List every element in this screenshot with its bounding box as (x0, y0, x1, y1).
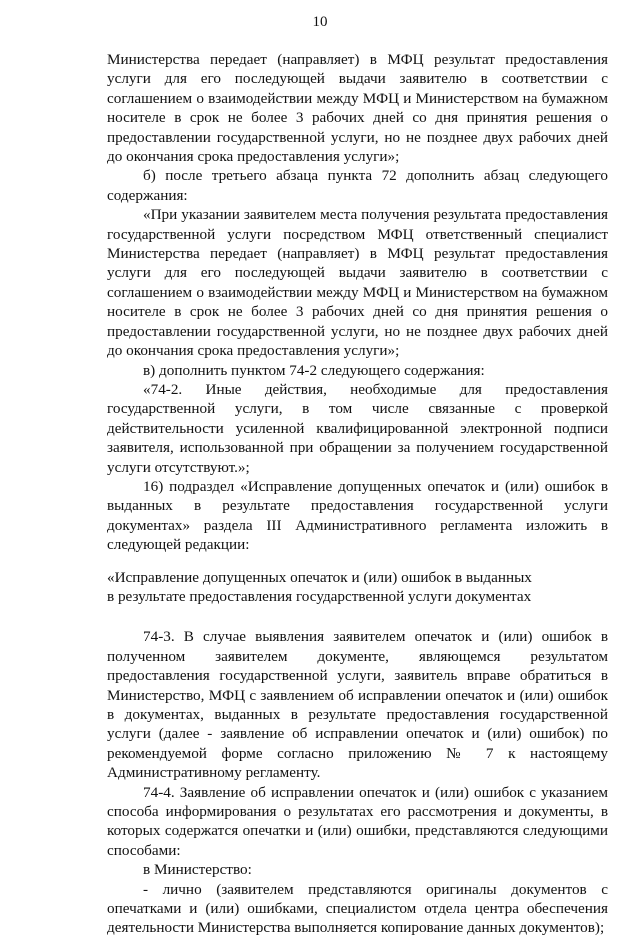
document-body (107, 50, 608, 938)
paragraph-item-b: б) после третьего абзаца пункта 72 дополнить абзац следующего содержания: (107, 167, 608, 204)
spacer (107, 606, 608, 627)
section-heading-line-2: в результате предоставления государственной услуги документах (107, 587, 532, 605)
spacer (107, 555, 608, 568)
paragraph-in-person: - лично (заявителем представляются оригиналы документов с опечатками и (или) ошибками, специалистом отдела центра обеспечения деятельности Министерства выполняется копирование данных документов); (107, 880, 608, 937)
paragraph-74-3: 74-3. В случае выявления заявителем опечаток и (или) ошибок в полученном заявителем документе, являющемся результатом предоставления государственной услуги, заявитель вправе обратиться в Министерство, МФЦ с заявлением об исправлении опечаток и (или) ошибок в документах, выданных в результате предоставления государственной услуги (далее - заявление об исправлении опечаток и (или) ошибок) по рекомендуемой форме согласно приложению № 7 к настоящему Административному регламенту. (107, 628, 608, 782)
paragraph-quoted-insert: «При указании заявителем места получения результата предоставления государственной услуги посредством МФЦ ответственный специалист Министерства передает (направляет) в МФЦ результат предоставления услуги для его последующей выдачи заявителю в соответствии с соглашением о взаимодействии между МФЦ и Министерством на бумажном носителе в срок не более 3 рабочих дней со дня принятия решения о предоставлении государственной услуги, но не позднее двух рабочих дней до окончания срока предоставления услуги»; (107, 206, 608, 360)
paragraph-74-2: «74-2. Иные действия, необходимые для предоставления государственной услуги, в том числе связанные с проверкой действительности усиленной квалифицированной электронной подписи заявителя, использованной при обращении за получением государственной услуги отсутствуют.»; (107, 380, 608, 476)
section-heading-line-1: «Исправление допущенных опечаток и (или) ошибок в выданных (107, 568, 532, 586)
paragraph-ministry: в Министерство: (143, 861, 252, 879)
paragraph-continuation: Министерства передает (направляет) в МФЦ результат предоставления услуги для его последующей выдачи заявителю в соответствии с соглашением о взаимодействии между МФЦ и Министерством на бумажном носителе в срок не более 3 рабочих дней со дня принятия решения о предоставлении государственной услуги, но не позднее двух рабочих дней до окончания срока предоставления услуги»; (107, 51, 608, 166)
paragraph-74-4: 74-4. Заявление об исправлении опечаток и (или) ошибок с указанием способа информирования о результатах его рассмотрения и документы, в которых содержатся опечатки и (или) ошибки, представляются следующими способами: (107, 783, 608, 859)
paragraph-item-v: в) дополнить пунктом 74-2 следующего содержания: (143, 361, 485, 379)
page-number: 10 (312, 14, 328, 30)
paragraph-item-16: 16) подраздел «Исправление допущенных опечаток и (или) ошибок в выданных в результате предоставления государственной услуги документах» раздела III Административного регламента изложить в следующей редакции: (107, 477, 608, 554)
